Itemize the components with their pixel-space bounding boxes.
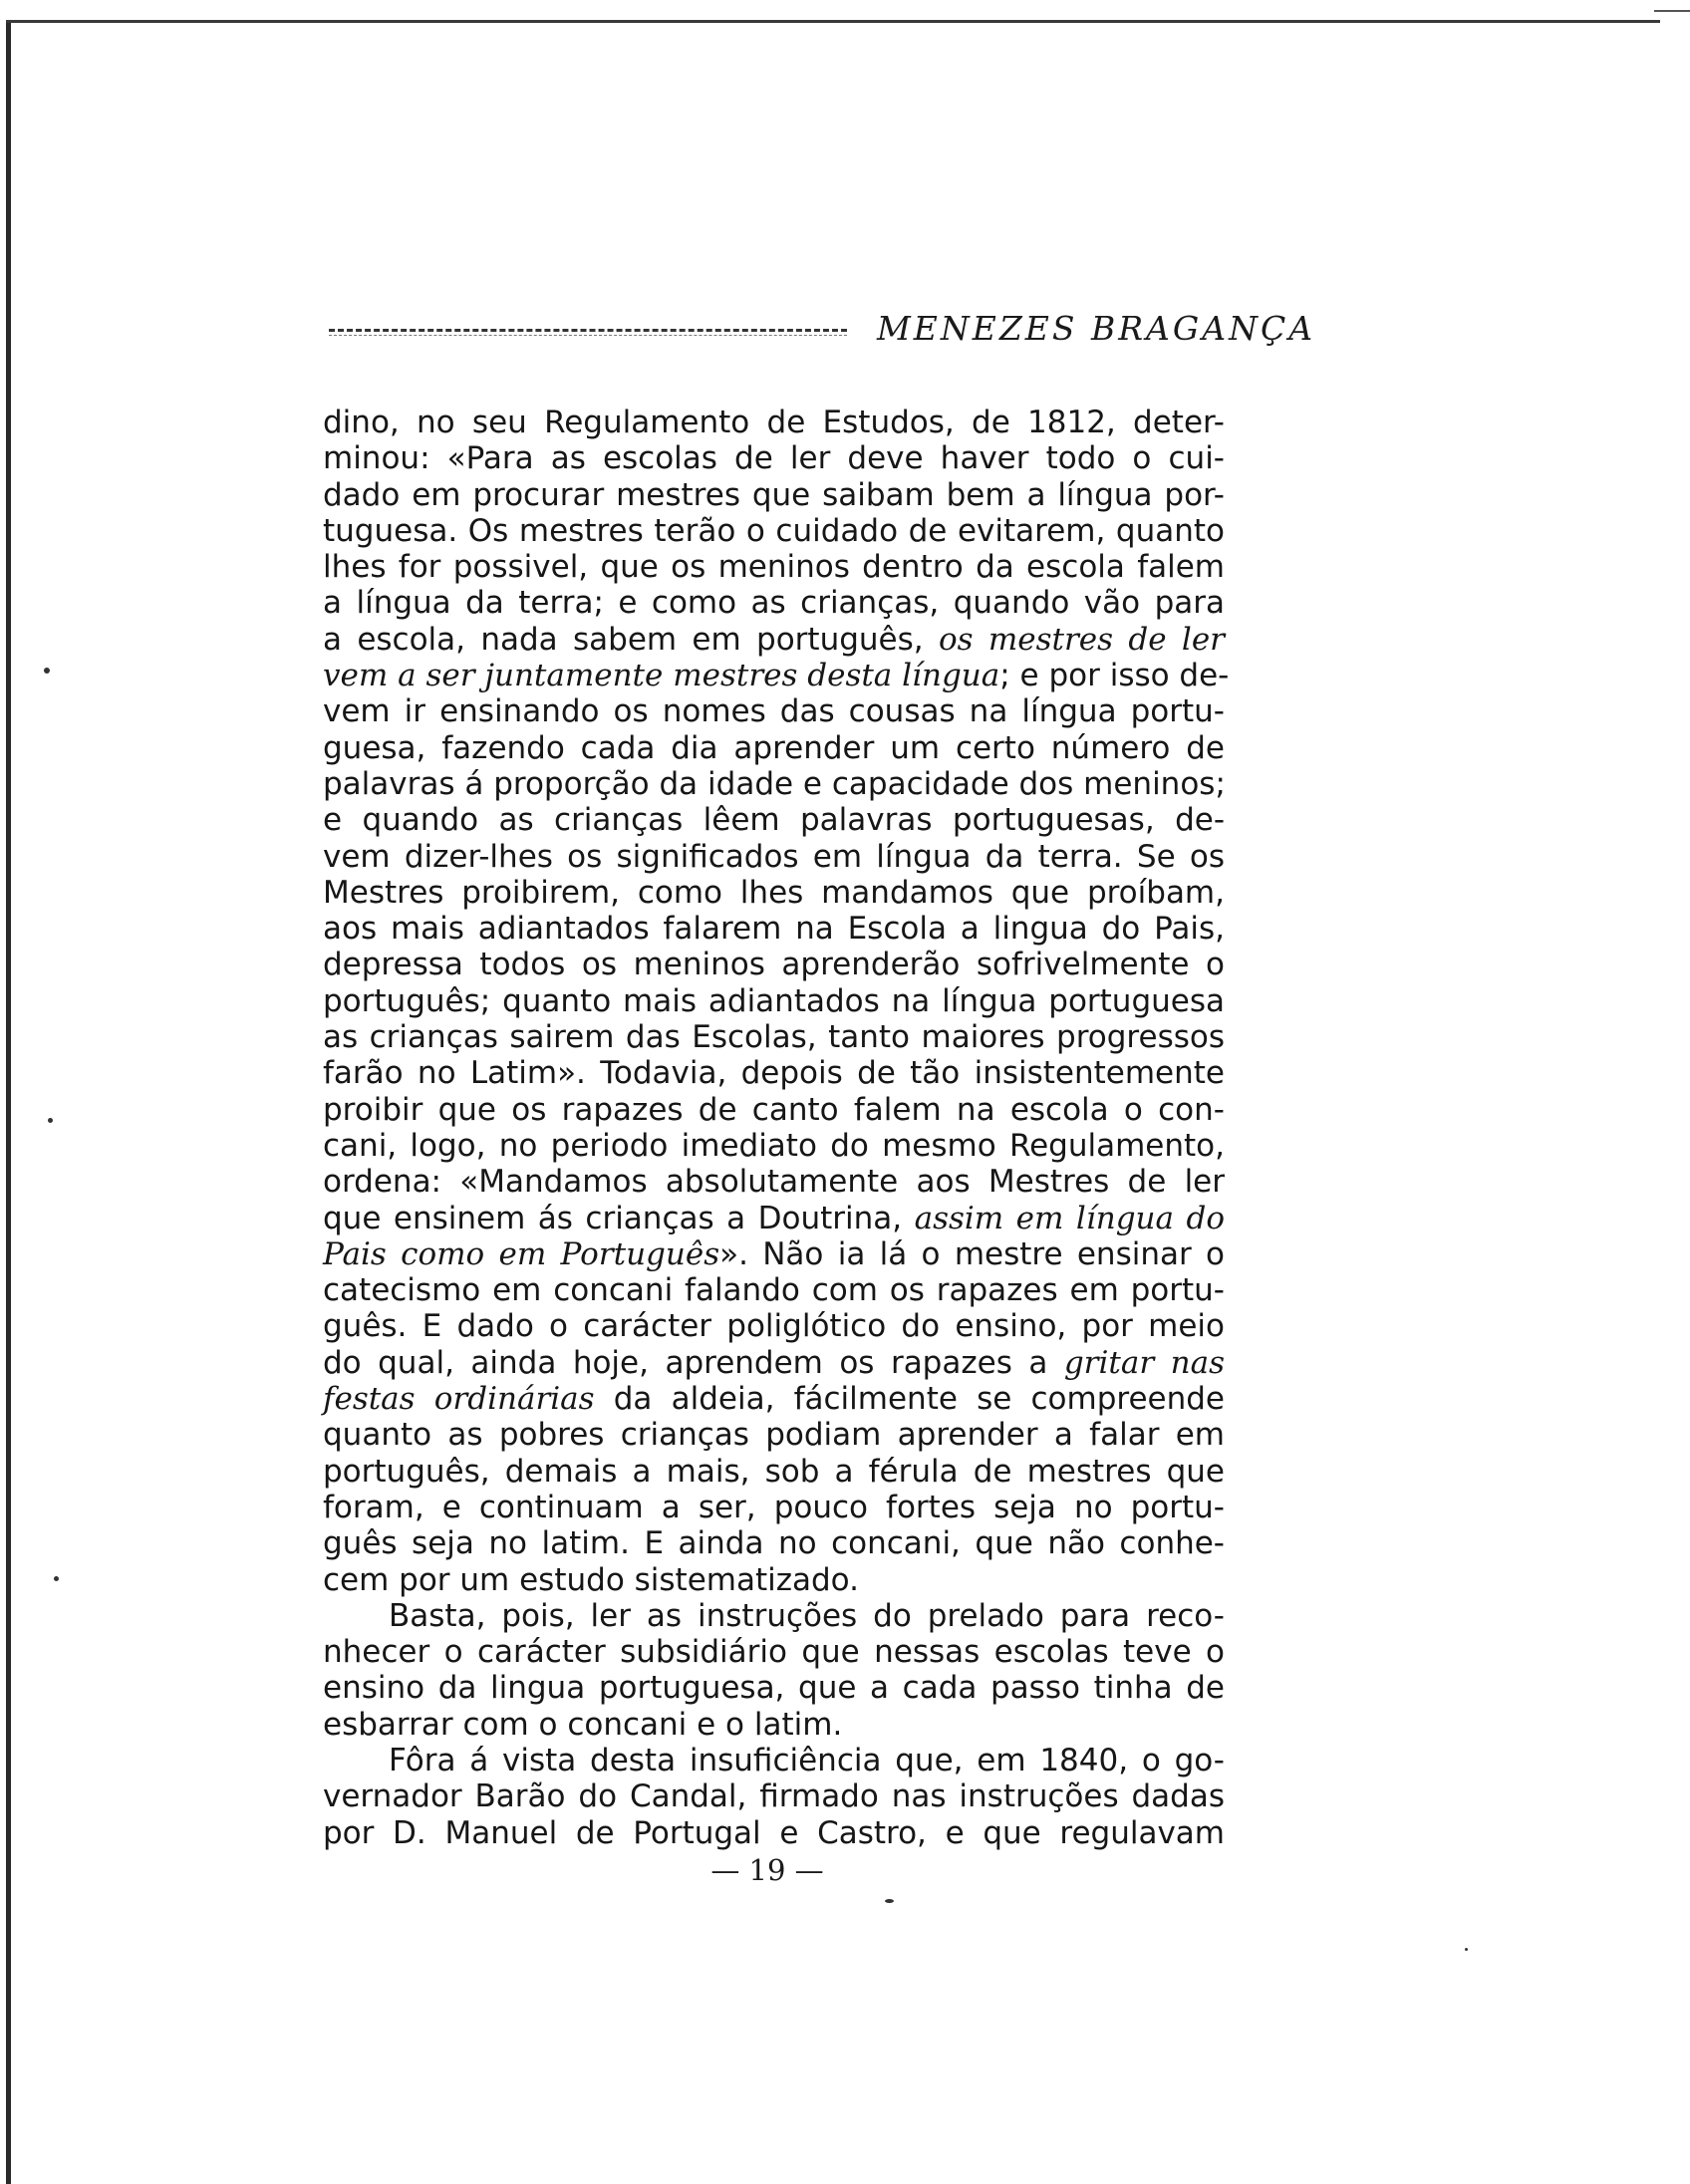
text-line: do qual, ainda hoje, aprendem os rapazes a gritar nas: [323, 1344, 1226, 1381]
text-line: farão no Latim». Todavia, depois de tão insistentemente: [323, 1055, 1225, 1092]
text-line: catecismo em concani falando com os rapazes em portu-: [323, 1272, 1225, 1309]
text-line: dino, no seu Regulamento de Estudos, de 1812, deter-: [323, 405, 1225, 440]
text-line: vem ir ensinando os nomes das cousas na língua portu-: [323, 693, 1225, 730]
text-line: foram, e continuam a ser, pouco fortes seja no portu-: [323, 1489, 1225, 1525]
text-line: que ensinem ás crianças a Doutrina, assim em língua do: [323, 1200, 1225, 1236]
text-line: português, demais a mais, sob a férula de mestres que: [323, 1453, 1225, 1490]
text-line: português; quanto mais adiantados na língua portuguesa: [323, 982, 1225, 1019]
text-line: dado em procurar mestres que saibam bem a língua por-: [323, 476, 1225, 513]
text-line: guesa, fazendo cada dia aprender um certo número de: [323, 729, 1225, 766]
text-line: vem dizer-lhes os significados em língua da terra. Se os: [323, 838, 1225, 875]
text-line: a língua da terra; e como as crianças, quando vão para: [323, 585, 1225, 622]
scan-border-top-fragment: [1654, 10, 1690, 12]
text-line: Fôra á vista desta insuficiência que, em 1840, o go-: [389, 1742, 1225, 1778]
text-line: lhes for possivel, que os meninos dentro da escola falem: [323, 549, 1225, 586]
text-line: Basta, pois, ler as instruções do prelado para reco-: [389, 1597, 1225, 1634]
text-line: esbarrar com o concani e o latim.: [323, 1706, 843, 1743]
text-line: e quando as crianças lêem palavras portuguesas, de-: [323, 802, 1225, 839]
scan-speck: [885, 1899, 894, 1903]
header-rule: [329, 329, 847, 332]
text-line: por D. Manuel de Portugal e Castro, e que regulavam: [323, 1814, 1225, 1851]
text-line: minou: «Para as escolas de ler deve haver todo o cui-: [323, 440, 1225, 477]
text-line: as crianças sairem das Escolas, tanto maiores progressos: [323, 1019, 1225, 1056]
text-line: guês. E dado o carácter poliglótico do ensino, por meio: [323, 1308, 1225, 1345]
text-line: proibir que os rapazes de canto falem na escola o con-: [323, 1091, 1225, 1128]
italic-quote: os mestres de ler: [938, 621, 1225, 658]
italic-quote: vem a ser juntamente mestres desta língua: [323, 658, 1000, 694]
text-line: vem a ser juntamente mestres desta língua; e por isso de-: [323, 658, 1230, 694]
scan-speck: [1465, 1948, 1468, 1951]
text-line: guês seja no latim. E ainda no concani, que não conhe-: [323, 1525, 1225, 1562]
text-line: vernador Barão do Candal, firmado nas instruções dadas: [323, 1778, 1225, 1815]
text-line: palavras á proporção da idade e capacidade dos meninos;: [323, 765, 1226, 802]
scan-speck: [48, 1118, 53, 1123]
scan-speck: [44, 668, 50, 674]
page-body: [323, 405, 1230, 1851]
header-rule-faint: [329, 335, 847, 336]
text-line: ensino da lingua portuguesa, que a cada passo tinha de: [323, 1670, 1225, 1707]
running-title: MENEZES BRAGANÇA: [877, 309, 1316, 348]
text-line: Mestres proibirem, como lhes mandamos que proíbam,: [323, 874, 1225, 911]
text-line: festas ordinárias da aldeia, fácilmente se compreende: [323, 1381, 1225, 1418]
text-line: nhecer o carácter subsidiário que nessas escolas teve o: [323, 1634, 1225, 1671]
text-line: aos mais adiantados falarem na Escola a lingua do Pais,: [323, 911, 1225, 948]
text-line: cem por um estudo sistematizado.: [323, 1561, 859, 1598]
text-line: quanto as pobres crianças podiam aprender a falar em: [323, 1417, 1225, 1454]
page-number: — 19 —: [710, 1853, 824, 1887]
italic-quote: festas ordinárias: [323, 1381, 595, 1418]
italic-quote: Pais como em Português: [323, 1235, 720, 1272]
scan-speck: [54, 1576, 59, 1581]
scan-border-left: [6, 22, 11, 2184]
text-line: tuguesa. Os mestres terão o cuidado de evitarem, quanto: [323, 512, 1225, 549]
scan-border-top: [6, 20, 1660, 23]
text-line: cani, logo, no periodo imediato do mesmo Regulamento,: [323, 1127, 1225, 1164]
italic-quote: gritar nas: [1063, 1344, 1226, 1381]
italic-quote: assim em língua do: [914, 1200, 1225, 1236]
text-line: a escola, nada sabem em português, os mestres de ler: [323, 621, 1225, 658]
text-line: Pais como em Português». Não ia lá o mestre ensinar o: [323, 1235, 1226, 1272]
text-line: depressa todos os meninos aprenderão sofrivelmente o: [323, 947, 1225, 983]
text-line: ordena: «Mandamos absolutamente aos Mestres de ler: [323, 1164, 1225, 1201]
